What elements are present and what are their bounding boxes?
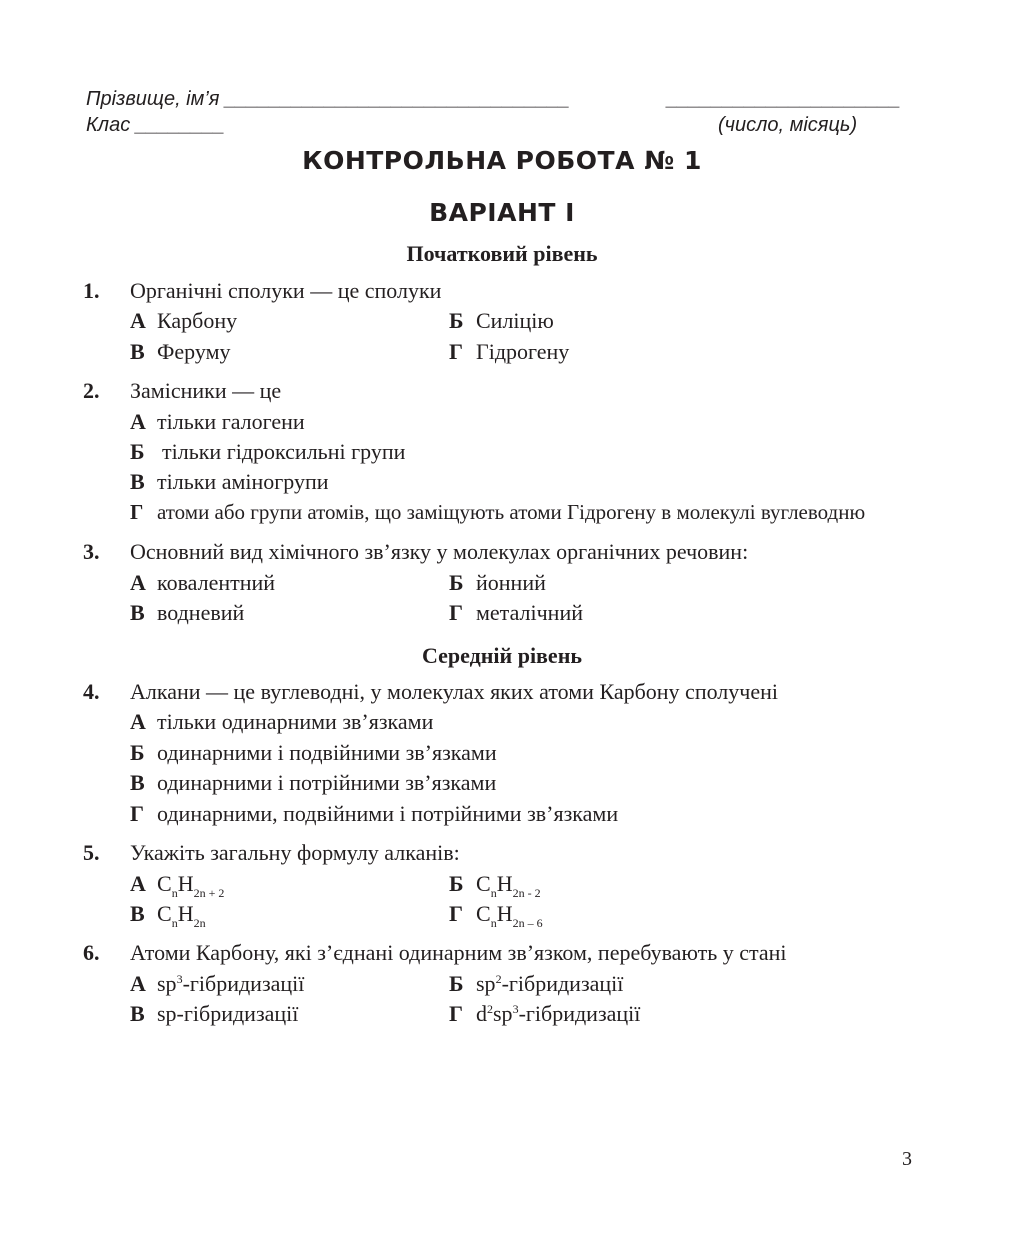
question-number: 1. [83,278,100,303]
option-a: А ковалентний [130,570,276,595]
option-a: А тільки одинарними зв’язками [130,709,434,734]
option-a: А $sp^3$-гібридизації [130,971,305,996]
option-v: В sp-гібридизації [130,1001,299,1026]
level-initial: Початковий рівень [406,241,598,266]
question-text: Органічні сполуки — це сполуки [130,278,442,303]
question-text: Укажіть загальну формулу алканів: [130,840,460,865]
question-number: 6. [83,940,100,965]
question-1 [83,278,441,304]
page-title: КОНТРОЛЬНА РОБОТА № 1 [302,146,702,175]
option-a: А $C_nH_{2n + 2}$ [130,871,225,900]
option-b: Б йонний [449,570,546,595]
option-g: Г одинарними, подвійними і потрійними зв’язками [130,801,619,826]
formula: $sp^2$-гібридизації [476,971,624,996]
option-g: Г $C_nH_{2n - 6}$ [449,901,543,930]
class-line: Клас ________ [86,114,225,136]
question-number: 4. [83,679,100,704]
option-g: Г Гідрогену [449,339,570,364]
formula: $C_nH_{2n}$ [157,901,206,930]
formula: $C_nH_{2n - 6}$ [476,901,543,930]
option-b: Б $sp^2$-гібридизації [449,971,624,996]
formula: $sp^3$-гібридизації [157,971,305,996]
option-b: Б Силіцію [449,308,554,333]
question-6 [83,940,787,966]
option-g: Г $d^2sp^3$-гібридизації [449,1001,641,1026]
formula: $C_nH_{2n - 2}$ [476,871,541,900]
question-2 [83,378,281,404]
question-4 [83,679,778,705]
option-g: Г металічний [449,600,584,625]
question-3 [83,539,748,565]
variant-title: ВАРІАНТ І [429,198,575,227]
question-5 [83,840,460,866]
question-number: 2. [83,378,100,403]
option-a: А Карбону [130,308,238,333]
option-v: В тільки аміногрупи [130,469,329,494]
option-b: Б тільки гідроксильні групи [130,439,406,464]
question-text: Замісники — це [130,378,282,403]
option-v: В водневий [130,600,245,625]
formula: $C_nH_{2n + 2}$ [157,871,225,900]
level-middle: Середній рівень [421,643,583,668]
option-b: Б $C_nH_{2n - 2}$ [449,871,541,900]
question-text: Алкани — це вуглеводні, у молекулах яких атоми Карбону сполучені [130,679,779,704]
question-text: Основний вид хімічного зв’язку у молекулах органічних речовин: [130,539,749,564]
date-line: _____________________ [667,88,901,110]
page-number: 3 [902,1148,912,1170]
question-text: Атоми Карбону, які з’єднані одинарним зв’язком, перебувають у стані [130,940,787,965]
option-a: А тільки галогени [130,409,305,434]
option-g: Г атоми або групи атомів, що заміщують атоми Гідрогену в молекулі вуглеводню [130,500,866,524]
option-b: Б одинарними і подвійними зв’язками [130,740,497,765]
question-number: 5. [83,840,100,865]
name-line: Прізвище, ім’я _______________________________ [86,88,570,110]
option-v: В Феруму [130,339,231,364]
formula: $d^2sp^3$-гібридизації [476,1001,641,1026]
option-v: В одинарними і потрійними зв’язками [130,770,497,795]
question-number: 3. [83,539,100,564]
date-label: (число, місяць) [718,114,858,136]
option-v: В $C_nH_{2n}$ [130,901,206,930]
